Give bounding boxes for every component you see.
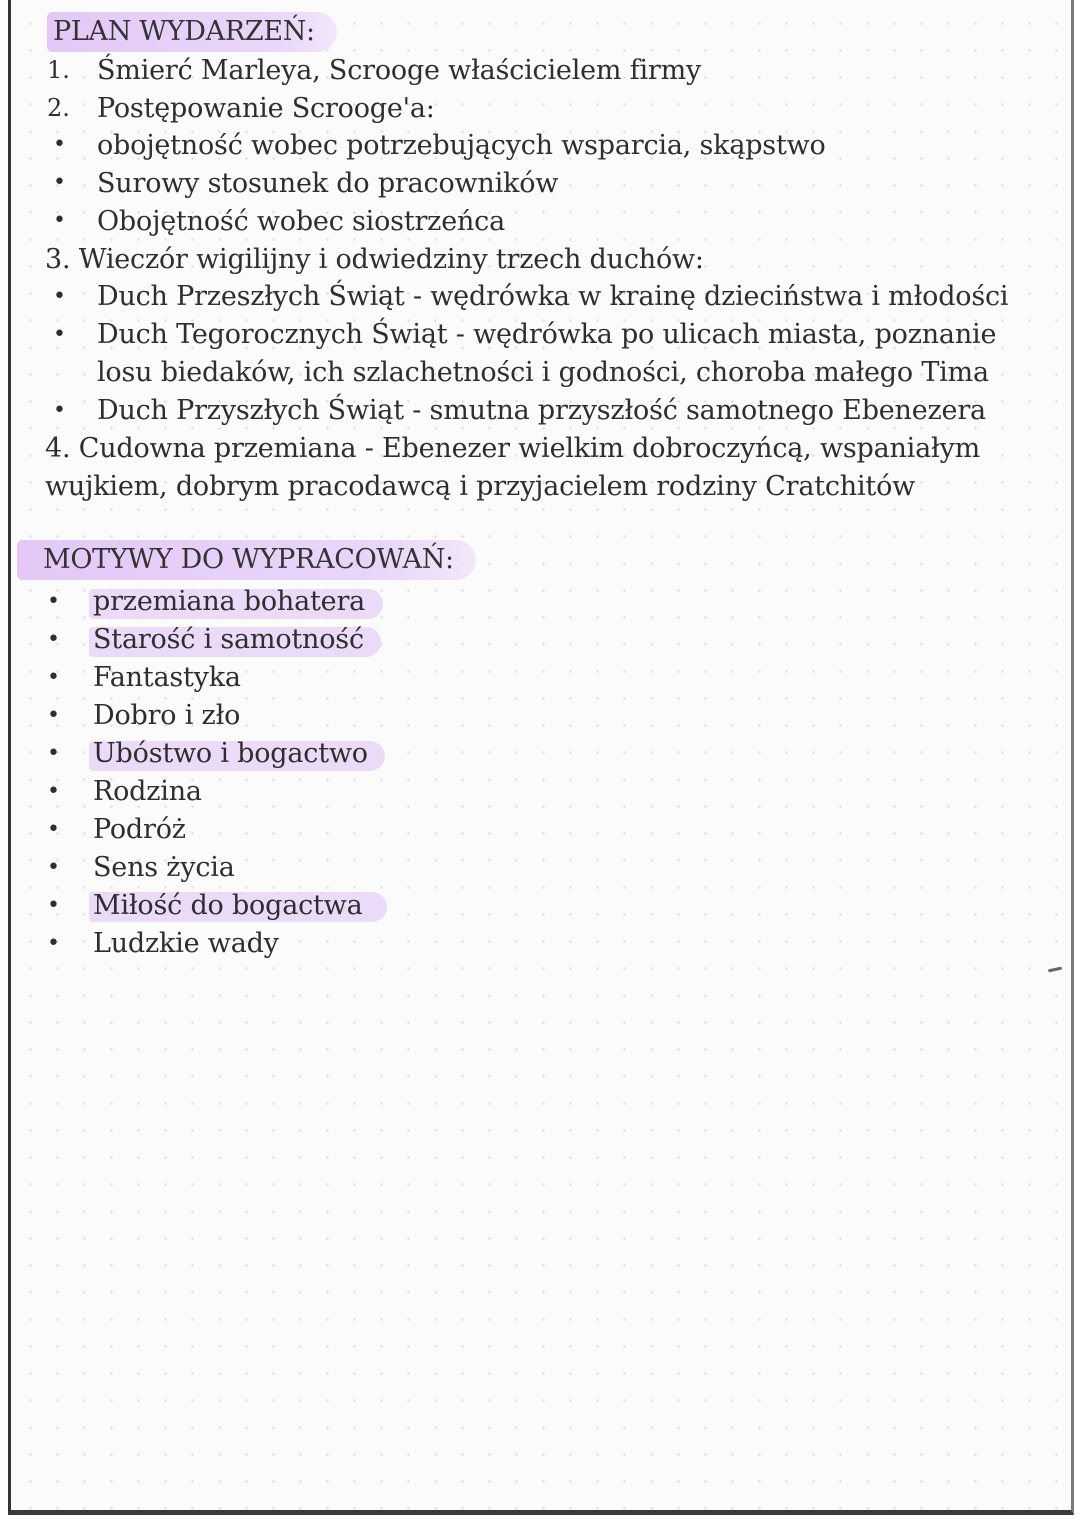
bullet-icon: •	[47, 589, 60, 614]
bullet-icon: •	[47, 931, 60, 956]
plan-item-8-continued: losu biedaków, ich szlachetności i godności, choroba małego Tima	[97, 357, 989, 388]
plan-item-2: Postępowanie Scrooge'a:	[97, 93, 435, 124]
plan-marker-2: 2.	[47, 94, 70, 122]
bullet-icon: •	[47, 741, 60, 766]
bullet-icon: •	[53, 322, 66, 347]
bullet-icon: •	[47, 817, 60, 842]
motifs-heading: MOTYWY DO WYPRACOWAŃ:	[17, 540, 476, 580]
bullet-icon: •	[47, 703, 60, 728]
bullet-icon: •	[47, 855, 60, 880]
bullet-icon: •	[53, 170, 66, 195]
plan-marker-1: 1.	[47, 56, 70, 84]
bullet-icon: •	[53, 132, 66, 157]
plan-item-4: Surowy stosunek do pracowników	[97, 168, 559, 199]
plan-item-7: Duch Przeszłych Świąt - wędrówka w krainę dzieciństwa i młodości	[97, 281, 1009, 312]
bullet-icon: •	[47, 665, 60, 690]
motif-item: Rodzina	[93, 776, 202, 807]
notebook-page	[8, 0, 1074, 1515]
motif-item: Ludzkie wady	[93, 928, 279, 959]
plan-item-8: Duch Tegorocznych Świąt - wędrówka po ulicach miasta, poznanie	[97, 319, 997, 350]
motif-item: przemiana bohatera	[93, 586, 366, 617]
bullet-icon: •	[53, 284, 66, 309]
bullet-icon: •	[47, 627, 60, 652]
motif-item: Sens życia	[93, 852, 235, 883]
plan-item-9: Duch Przyszłych Świąt - smutna przyszłość samotnego Ebenezera	[97, 395, 986, 426]
plan-item-3: obojętność wobec potrzebujących wsparcia, skąpstwo	[97, 130, 826, 161]
pen-mark	[1048, 967, 1062, 973]
bullet-icon: •	[47, 893, 60, 918]
plan-item-5: Obojętność wobec siostrzeńca	[97, 206, 505, 237]
motif-item: Ubóstwo i bogactwo	[93, 738, 368, 769]
motif-item: Starość i samotność	[93, 624, 364, 655]
bullet-icon: •	[53, 398, 66, 423]
motif-item: Miłość do bogactwa	[93, 890, 363, 921]
plan-item-1: Śmierć Marleya, Scrooge właścicielem firmy	[97, 55, 702, 86]
motif-item: Podróż	[93, 814, 186, 845]
motif-item: Fantastyka	[93, 662, 241, 693]
plan-item-10-continued: wujkiem, dobrym pracodawcą i przyjacielem rodziny Cratchitów	[45, 471, 916, 502]
motif-item: Dobro i zło	[93, 700, 241, 731]
plan-item-6: 3. Wieczór wigilijny i odwiedziny trzech duchów:	[45, 244, 704, 275]
plan-item-10: 4. Cudowna przemiana - Ebenezer wielkim dobroczyńcą, wspaniałym	[45, 433, 981, 464]
bullet-icon: •	[47, 779, 60, 804]
bullet-icon: •	[53, 208, 66, 233]
plan-heading: PLAN WYDARZEŃ:	[47, 12, 337, 52]
